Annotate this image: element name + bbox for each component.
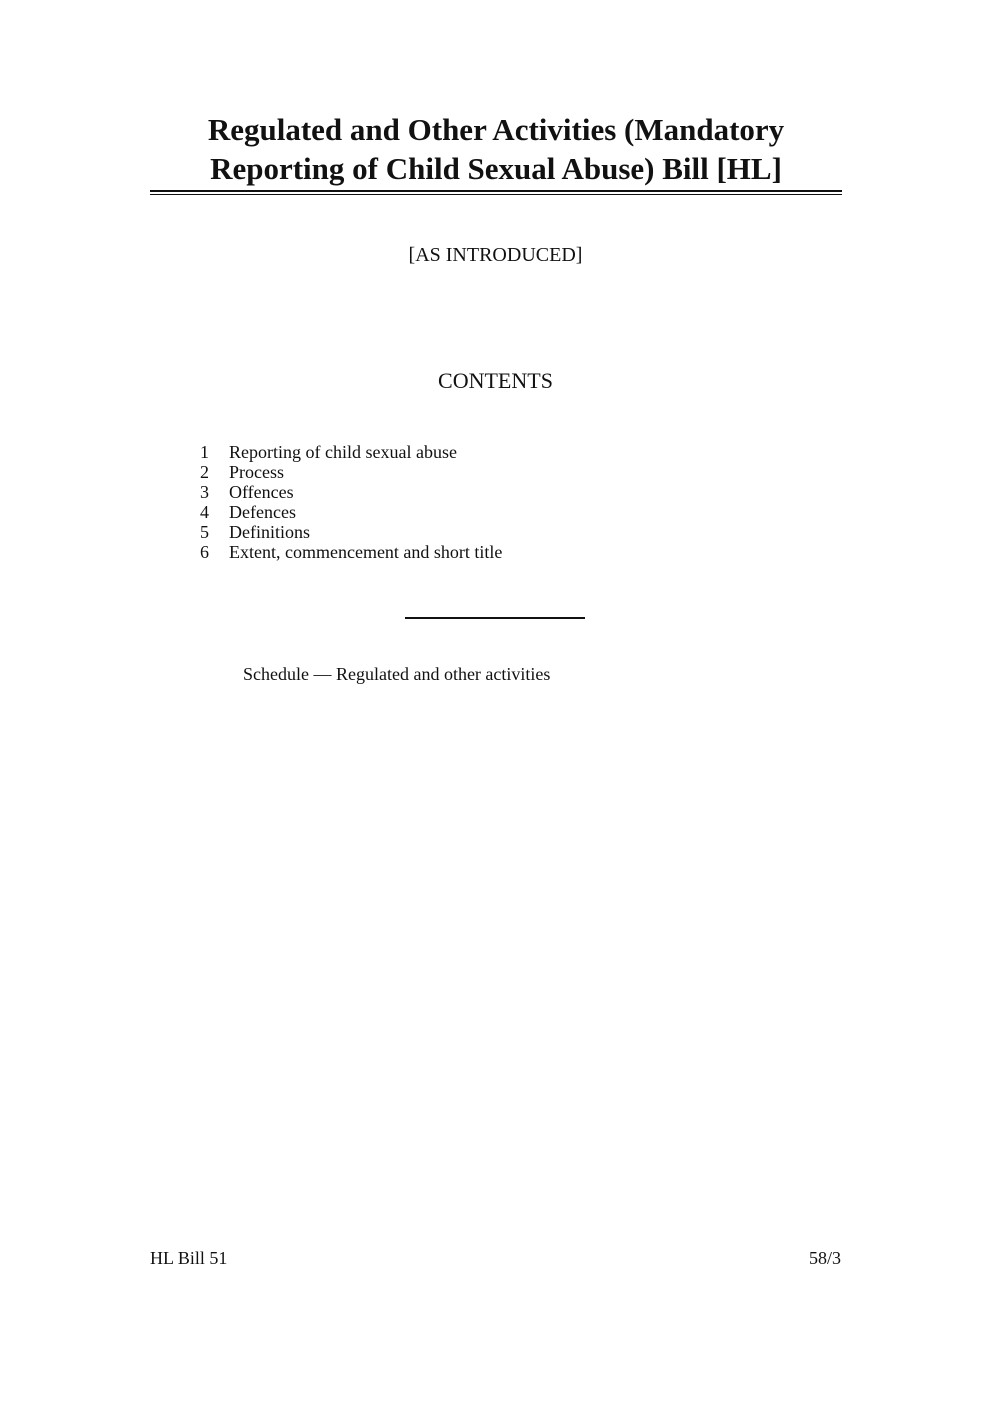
contents-item-label: Process [229,462,284,482]
contents-item-label: Offences [229,482,294,502]
contents-item[interactable] [196,502,502,522]
bill-stage: [AS INTRODUCED] [408,244,583,266]
contents-item-number: 6 [200,542,209,562]
title-rule-thin [150,194,842,195]
print-reference: 58/3 [808,1248,841,1268]
contents-item-label: Defences [229,502,296,522]
contents-item-number: 2 [200,462,209,482]
contents-item-number: 4 [200,502,209,522]
bill-title-line-2: Reporting of Child Sexual Abuse) Bill [HL] [210,151,782,186]
bill-reference: HL Bill 51 [150,1248,228,1268]
contents-item[interactable] [196,542,502,562]
title-rule-thick [150,190,842,192]
contents-item-label: Extent, commencement and short title [229,542,503,562]
contents-item-label: Definitions [229,522,310,542]
contents-item[interactable] [196,442,502,462]
contents-item-label: Reporting of child sexual abuse [229,442,457,462]
contents-item[interactable] [196,482,502,502]
contents-item[interactable] [196,522,502,542]
schedule-entry[interactable]: Schedule — Regulated and other activities [243,664,551,684]
bill-title [150,110,842,188]
contents-list [196,442,502,562]
bill-title-line-1: Regulated and Other Activities (Mandatory [207,112,785,147]
contents-heading: CONTENTS [438,368,553,393]
contents-item-number: 5 [200,522,209,542]
contents-item-number: 3 [200,482,209,502]
contents-item-number: 1 [200,442,209,462]
contents-item[interactable] [196,462,502,482]
section-divider [405,617,585,619]
